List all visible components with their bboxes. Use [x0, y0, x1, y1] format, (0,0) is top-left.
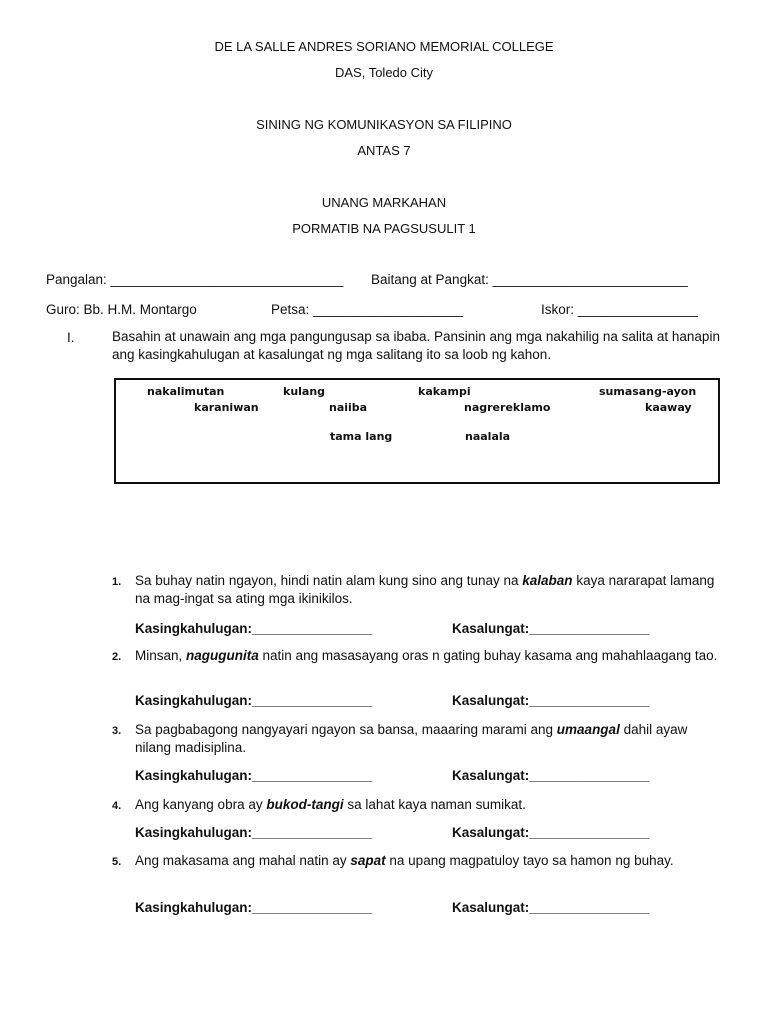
word-bank-item: tama lang	[330, 430, 393, 443]
word-bank-box	[114, 378, 720, 484]
question-text: Sa buhay natin ngayon, hindi natin alam kung sino ang tunay na kalaban kaya nararapat lamang na mag-ingat sa ating mga ikinikilos.	[135, 573, 715, 606]
section-field: Baitang at Pangkat: __________________________	[371, 272, 688, 287]
name-field: Pangalan: _______________________________	[46, 272, 344, 287]
highlighted-word: kalaban	[522, 573, 573, 588]
highlighted-word: sapat	[350, 853, 386, 868]
word-bank-item: naalala	[465, 430, 511, 443]
antonym-answer-field: Kasalungat:________________	[452, 900, 650, 915]
highlighted-word: nagugunita	[186, 648, 259, 663]
word-bank-item: kaaway	[645, 401, 692, 414]
antonym-answer-field: Kasalungat:________________	[452, 621, 650, 636]
score-field: Iskor: ________________	[541, 302, 698, 317]
antonym-answer-field: Kasalungat:________________	[452, 768, 650, 783]
question-number: 4.	[112, 800, 122, 812]
school-location: DAS, Toledo City	[334, 65, 434, 80]
word-bank-item: nagrereklamo	[464, 401, 551, 414]
quarter-title: UNANG MARKAHAN	[321, 195, 447, 210]
question-number: 5.	[112, 856, 122, 868]
word-bank-item: kulang	[283, 385, 326, 398]
word-bank-item: sumasang-ayon	[599, 385, 697, 398]
date-field: Petsa: ____________________	[271, 302, 464, 317]
question-text: Minsan, nagugunita natin ang masasayang oras n gating buhay kasama ang mahahlaagang tao.	[135, 648, 718, 663]
word-bank-item: karaniwan	[194, 401, 259, 414]
instruction-number: I.	[67, 330, 75, 345]
grade-level: ANTAS 7	[357, 143, 411, 158]
question-number: 2.	[112, 651, 122, 663]
antonym-answer-field: Kasalungat:________________	[452, 825, 650, 840]
synonym-answer-field: Kasingkahulugan:________________	[135, 825, 373, 840]
subject-title: SINING NG KOMUNIKASYON SA FILIPINO	[256, 117, 512, 132]
instruction-text: Basahin at unawain ang mga pangungusap sa ibaba. Pansinin ang mga nakahilig na salita at hanapin ang kasingkahulugan at kasalungat ng mga salitang ito sa loob ng kahon.	[112, 329, 720, 362]
teacher-field: Guro: Bb. H.M. Montargo	[46, 302, 197, 317]
highlighted-word: bukod-tangi	[266, 797, 344, 812]
question-number: 3.	[112, 725, 122, 737]
synonym-answer-field: Kasingkahulugan:________________	[135, 621, 373, 636]
word-bank-item: naiiba	[329, 401, 368, 414]
word-bank-item: nakalimutan	[147, 385, 225, 398]
question-text: Ang makasama ang mahal natin ay sapat na upang magpatuloy tayo sa hamon ng buhay.	[135, 853, 674, 868]
synonym-answer-field: Kasingkahulugan:________________	[135, 768, 373, 783]
test-title: PORMATIB NA PAGSUSULIT 1	[292, 221, 476, 236]
question-text: Ang kanyang obra ay bukod-tangi sa lahat kaya naman sumikat.	[135, 797, 526, 812]
synonym-answer-field: Kasingkahulugan:________________	[135, 900, 373, 915]
synonym-answer-field: Kasingkahulugan:________________	[135, 693, 373, 708]
school-name: DE LA SALLE ANDRES SORIANO MEMORIAL COLLEGE	[214, 39, 554, 54]
word-bank-item: kakampi	[418, 385, 471, 398]
highlighted-word: umaangal	[556, 722, 620, 737]
question-text: Sa pagbabagong nangyayari ngayon sa bansa, maaaring marami ang umaangal dahil ayaw nilang madisiplina.	[135, 722, 688, 755]
antonym-answer-field: Kasalungat:________________	[452, 693, 650, 708]
question-number: 1.	[112, 576, 122, 588]
